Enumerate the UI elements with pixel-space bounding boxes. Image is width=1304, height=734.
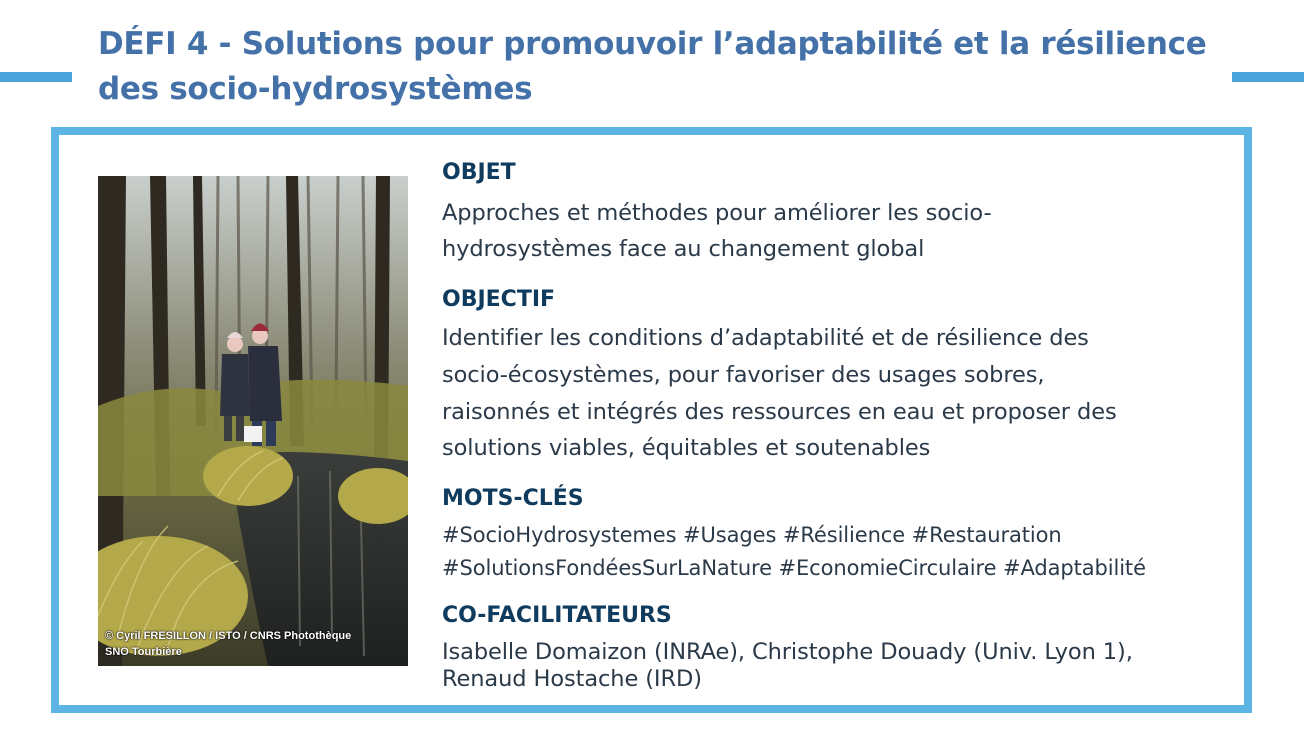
keywords-line: #SolutionsFondéesSurLaNature #EconomieCirculaire #Adaptabilité bbox=[442, 556, 1146, 580]
objet-heading: OBJET bbox=[442, 160, 516, 185]
page-title-line-2: des socio-hydrosystèmes bbox=[98, 71, 533, 107]
page-title bbox=[98, 22, 1238, 112]
photo-credit bbox=[105, 628, 351, 660]
page-title-line-1: DÉFI 4 - Solutions pour promouvoir l’adaptabilité et la résilience bbox=[98, 26, 1207, 62]
co-facilitateurs-line: Renaud Hostache (IRD) bbox=[442, 666, 702, 692]
objectif-line: raisonnés et intégrés des ressources en eau et proposer des bbox=[442, 399, 1117, 425]
photo-credit-line-1: © Cyril FRESILLON / ISTO / CNRS Photothèque bbox=[105, 630, 352, 642]
objectif-line: Identifier les conditions d’adaptabilité et de résilience des bbox=[442, 325, 1089, 351]
objectif-line: solutions viables, équitables et soutenables bbox=[442, 435, 931, 461]
objectif-heading: OBJECTIF bbox=[442, 287, 556, 312]
objet-line: hydrosystèmes face au changement global bbox=[442, 236, 925, 262]
objet-line: Approches et méthodes pour améliorer les socio- bbox=[442, 200, 992, 226]
right-accent-bar bbox=[1232, 72, 1304, 82]
keywords-line: #SocioHydrosystemes #Usages #Résilience #Restauration bbox=[442, 523, 1062, 547]
forest-wetland-image bbox=[98, 176, 408, 666]
co-facilitateurs-heading: CO-FACILITATEURS bbox=[442, 603, 672, 628]
wetland-photo bbox=[98, 176, 408, 666]
objectif-line: socio-écosystèmes, pour favoriser des usages sobres, bbox=[442, 362, 1045, 388]
left-accent-bar bbox=[0, 72, 72, 82]
co-facilitateurs-line: Isabelle Domaizon (INRAe), Christophe Douady (Univ. Lyon 1), bbox=[442, 639, 1133, 665]
mots-cles-heading: MOTS-CLÉS bbox=[442, 486, 584, 511]
photo-credit-line-2: SNO Tourbière bbox=[105, 646, 182, 658]
